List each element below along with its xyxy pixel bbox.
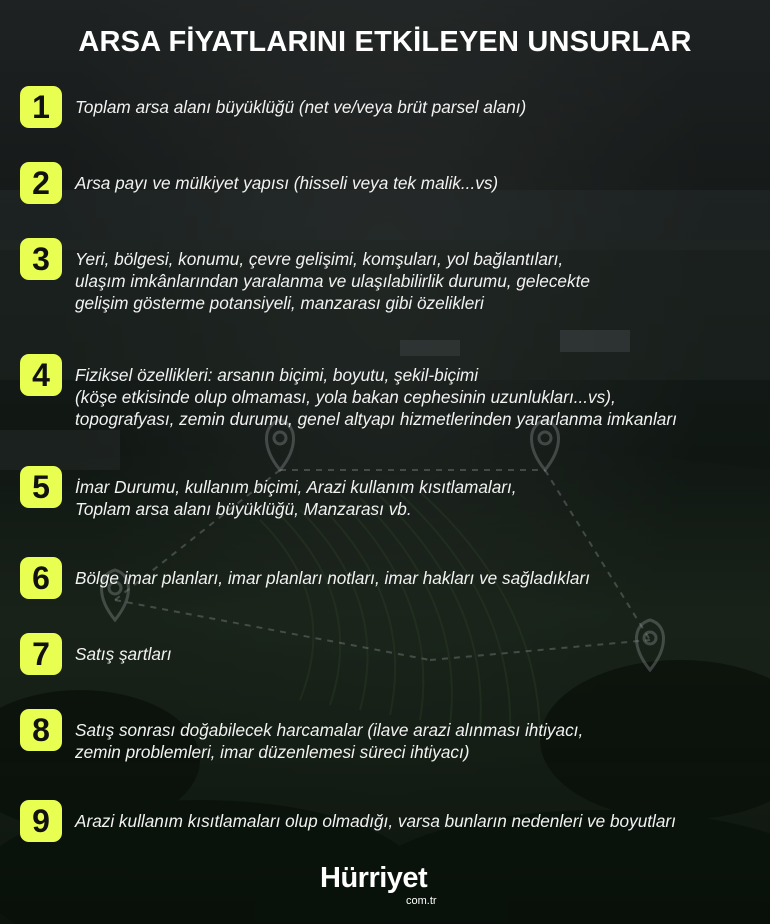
item-text: Toplam arsa alanı büyüklüğü (net ve/veya brüt parsel alanı) (75, 97, 527, 117)
item-number-badge: 7 (20, 633, 62, 675)
item-number-badge: 2 (20, 162, 62, 204)
logo-wordmark: Hürriyet (320, 862, 428, 894)
item-text: Yeri, bölgesi, konumu, çevre gelişimi, komşuları, yol bağlantıları, ulaşım imkânlarından yaralanma ve ulaşılabilirlik durumu, gelecekte gelişim gösterme potansiyeli, manzarası gibi özelikleri (75, 249, 590, 313)
item-text: Arazi kullanım kısıtlamaları olup olmadığı, varsa bunların nedenleri ve boyutları (75, 811, 676, 831)
item-text: Fiziksel özellikleri: arsanın biçimi, boyutu, şekil-biçimi (köşe etkisinde olup olmaması, yola bakan cephesinin uzunlukları...vs), topografyası, zemin durumu, genel altyapı hizmetlerinden yararlanma imkanları (75, 365, 677, 429)
logo-domain: com.tr (406, 895, 437, 907)
item-number-badge: 8 (20, 709, 62, 751)
item-text: Arsa payı ve mülkiyet yapısı (hisseli veya tek malik...vs) (75, 173, 499, 193)
item-number-badge: 6 (20, 557, 62, 599)
item-number-badge: 3 (20, 238, 62, 280)
item-text: Satış sonrası doğabilecek harcamalar (ilave arazi alınması ihtiyacı, zemin problemleri, imar düzenlemesi süreci ihtiyacı) (75, 720, 584, 762)
item-number-badge: 5 (20, 466, 62, 508)
item-number-badge: 1 (20, 86, 62, 128)
item-text: Bölge imar planları, imar planları notları, imar hakları ve sağladıkları (75, 568, 590, 588)
hurriyet-logo (320, 862, 460, 912)
item-text: İmar Durumu, kullanım biçimi, Arazi kullanım kısıtlamaları, Toplam arsa alanı büyüklüğü, Manzarası vb. (75, 477, 517, 519)
item-text: Satış şartları (75, 644, 172, 664)
page-title: ARSA FİYATLARINI ETKİLEYEN UNSURLAR (78, 26, 692, 58)
item-number-badge: 4 (20, 354, 62, 396)
item-number-badge: 9 (20, 800, 62, 842)
